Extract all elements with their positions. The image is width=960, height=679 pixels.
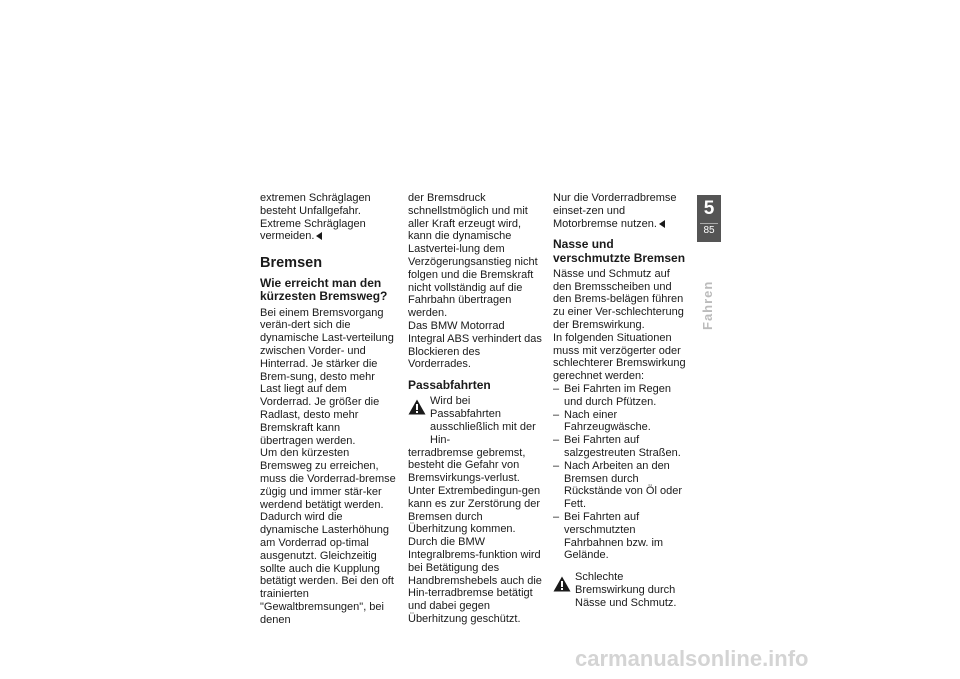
list-item: – Nach Arbeiten an den Bremsen durch Rückstände von Öl oder Fett. (553, 460, 689, 511)
warning-box (408, 395, 544, 536)
paragraph: In folgenden Situationen muss mit verzögerter oder schlechterer Bremswirkung gerechnet werden: (553, 331, 686, 383)
watermark: carmanualsonline.info (575, 646, 809, 671)
column-3 (553, 192, 689, 610)
column-2 (408, 192, 544, 626)
warning-line: ausschließlich mit der Hin- (430, 420, 536, 446)
chapter-number: 5 (703, 198, 715, 219)
end-of-section-icon (316, 232, 322, 240)
list-item: – Bei Fahrten im Regen und durch Pfützen. (553, 383, 689, 409)
chapter-side-label: Fahren (700, 280, 715, 330)
list-item: – Bei Fahrten auf verschmutzten Fahrbahnen bzw. im Gelände. (553, 511, 689, 562)
paragraph: Nässe und Schmutz auf den Bremsscheiben und den Brems-belägen führen zu einer Ver-schlechterung der Bremswirkung. (553, 267, 684, 331)
paragraph (260, 218, 396, 244)
end-of-section-icon (659, 220, 665, 228)
paragraph-text: Nur die Vorderradbremse einset-zen und Motorbremse nutzen. (553, 192, 677, 230)
list-item: – Nach einer Fahrzeugwäsche. (553, 409, 689, 435)
list-item: – Bei Fahrten auf salzgestreuten Straßen. (553, 434, 689, 460)
paragraph: Durch die BMW Integralbrems-funktion wird bei Betätigung des Handbremshebels auch die Hin-terradbremse betätigt und dabei gegen Überhitzung geschützt. (408, 536, 542, 625)
paragraph: Bei einem Bremsvorgang verän-dert sich die dynamische Last-verteilung zwischen Vorder- und Hinterrad. Je stärker die Brem-sung, desto mehr Last liegt auf dem Vorderrad. Je größer die Radlast, desto mehr Bremskraft kann übertragen werden. (260, 306, 394, 447)
situation-list (553, 383, 689, 562)
chapter-tab (697, 195, 721, 242)
page-number: 85 (700, 223, 718, 238)
warning-box (553, 571, 689, 609)
paragraph-text: Extreme Schräglagen vermeiden. (260, 217, 366, 243)
heading-passabfahrten: Passabfahrten (408, 378, 491, 393)
paragraph (553, 192, 689, 230)
warning-text: terradbremse gebremst, besteht die Gefahr von Bremsvirkungs-verlust. Unter Extrembedingun-gen kann es zur Zerstörung der Bremsen durch Überhitzung kommen. (408, 446, 541, 536)
paragraph: der Bremsdruck schnellstmöglich und mit aller Kraft erzeugt wird, kann die dynamische Lastvertei-lung dem Verzögerungsanstieg nicht folgen und die Bremskraft nicht vollständig auf die Fahrbahn übertragen werden. (408, 192, 538, 320)
heading-bremsen: Bremsen (260, 255, 323, 272)
warning-triangle-icon (408, 399, 426, 415)
warning-line: Wird bei Passabfahrten (430, 395, 501, 421)
warning-text: Schlechte Bremswirkung durch Nässe und Schmutz. (575, 571, 677, 609)
heading-bremsweg: Wie erreicht man den kürzesten Bremsweg? (260, 276, 388, 304)
paragraph: Das BMW Motorrad Integral ABS verhindert das Blockieren des Vorderrades. (408, 319, 542, 371)
paragraph: extremen Schräglagen besteht Unfallgefahr. (260, 192, 371, 217)
column-1 (260, 192, 396, 627)
warning-triangle-icon (553, 576, 571, 592)
heading-nasse-bremsen: Nasse und verschmutzte Bremsen (553, 237, 686, 265)
paragraph: Um den kürzesten Bremsweg zu erreichen, muss die Vorderrad-bremse zügig und immer stär-ker werdend betätigt werden. Dadurch wird die dynamische Lasterhöhung am Vorderrad op-timal ausgenutzt. Gleichzeitig sollte auch die Kupplung betätigt werden. Bei den oft trainierten "Gewaltbremsungen", bei denen (260, 447, 396, 626)
